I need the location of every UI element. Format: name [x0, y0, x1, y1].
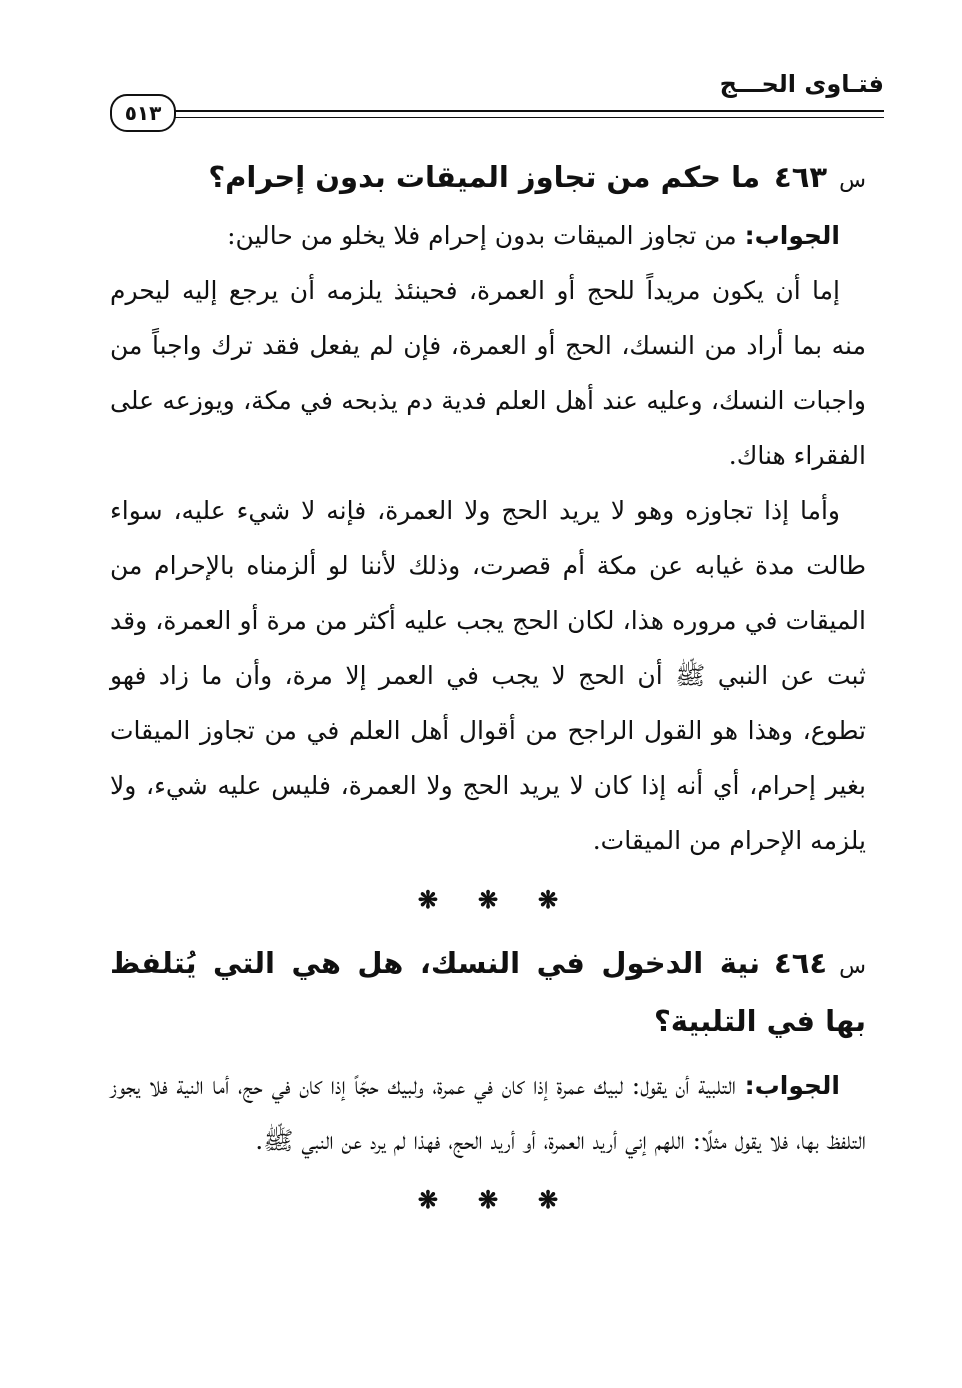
answer-label: الجواب:	[744, 221, 840, 250]
question-heading-463	[110, 150, 866, 208]
answer-paragraph: وأما إذا تجاوزه وهو لا يريد الحج ولا العمرة، فإنه لا شيء عليه، سواء طالت مدة غيابه عن مكة أم قصرت، وذلك لأننا لو ألزمناه بالإحرام من الميقات في مروره هذا، لكان الحج يجب عليه أكثر من مرة أو العمرة، وقد ثبت عن النبي ﷺ أن الحج لا يجب في العمر إلا مرة، وأن ما زاد فهو تطوع، وهذا هو القول الراجح من أقوال أهل العلم في من تجاوز الميقات بغير إحرام، أي أنه إذا كان لا يريد الحج ولا العمرة، فليس عليه شيء، ولا يلزمه الإحرام من الميقات.	[110, 496, 866, 855]
asterism-glyph: ❋	[417, 1185, 438, 1214]
header-rule-thin	[168, 117, 884, 118]
question-number: ٤٦٣	[774, 160, 828, 194]
asterism-glyph: ❋	[477, 885, 499, 914]
answer-paragraph: إما أن يكون مريداً للحج أو العمرة، فحينئذ يلزمه أن يرجع إليه ليحرم منه بما أراد من النسك، الحج أو العمرة، فإن لم يفعل فقد ترك واجباً من واجبات النسك، وعليه عند أهل العلم فدية دم يذبحه في مكة، ويوزعه على الفقراء هناك.	[110, 276, 866, 470]
page-content	[110, 150, 866, 1234]
question-heading-464	[110, 936, 866, 1048]
question-mark: س	[839, 168, 866, 193]
asterism-glyph: ❋	[538, 1185, 559, 1214]
question-text: نية الدخول في النسك، هل هي التي يُتلفظ بها في التلبية؟	[110, 946, 866, 1038]
question-mark: س	[839, 954, 866, 979]
question-number: ٤٦٤	[774, 946, 828, 980]
header-rule	[168, 110, 884, 112]
answer-text: التلبية أن يقول: لبيك عمرة إذا كان في عمرة، ولبيك حجّاً إذا كان في حج، أما النية فلا يجوز التلفظ بها، فلا يقول مثلًا: اللهم إني أريد العمرة، أو أريد الحج، فهذا لم يرد عن النبي ﷺ.	[110, 1071, 866, 1155]
answer-label: الجواب:	[744, 1071, 840, 1100]
asterism-glyph: ❋	[538, 885, 559, 914]
section-separator	[110, 1172, 866, 1228]
page-number: ٥١٣	[110, 94, 176, 132]
running-header-title: فتـاوى الحـــج	[719, 70, 884, 98]
question-text: ما حكم من تجاوز الميقات بدون إحرام؟	[208, 160, 761, 194]
answer-paragraph	[110, 1058, 866, 1168]
asterism-glyph: ❋	[417, 885, 438, 914]
asterism-glyph: ❋	[477, 1185, 499, 1214]
section-separator	[110, 872, 866, 928]
answer-paragraph	[110, 208, 866, 263]
answer-text: من تجاوز الميقات بدون إحرام فلا يخلو من حالين:	[227, 221, 737, 250]
